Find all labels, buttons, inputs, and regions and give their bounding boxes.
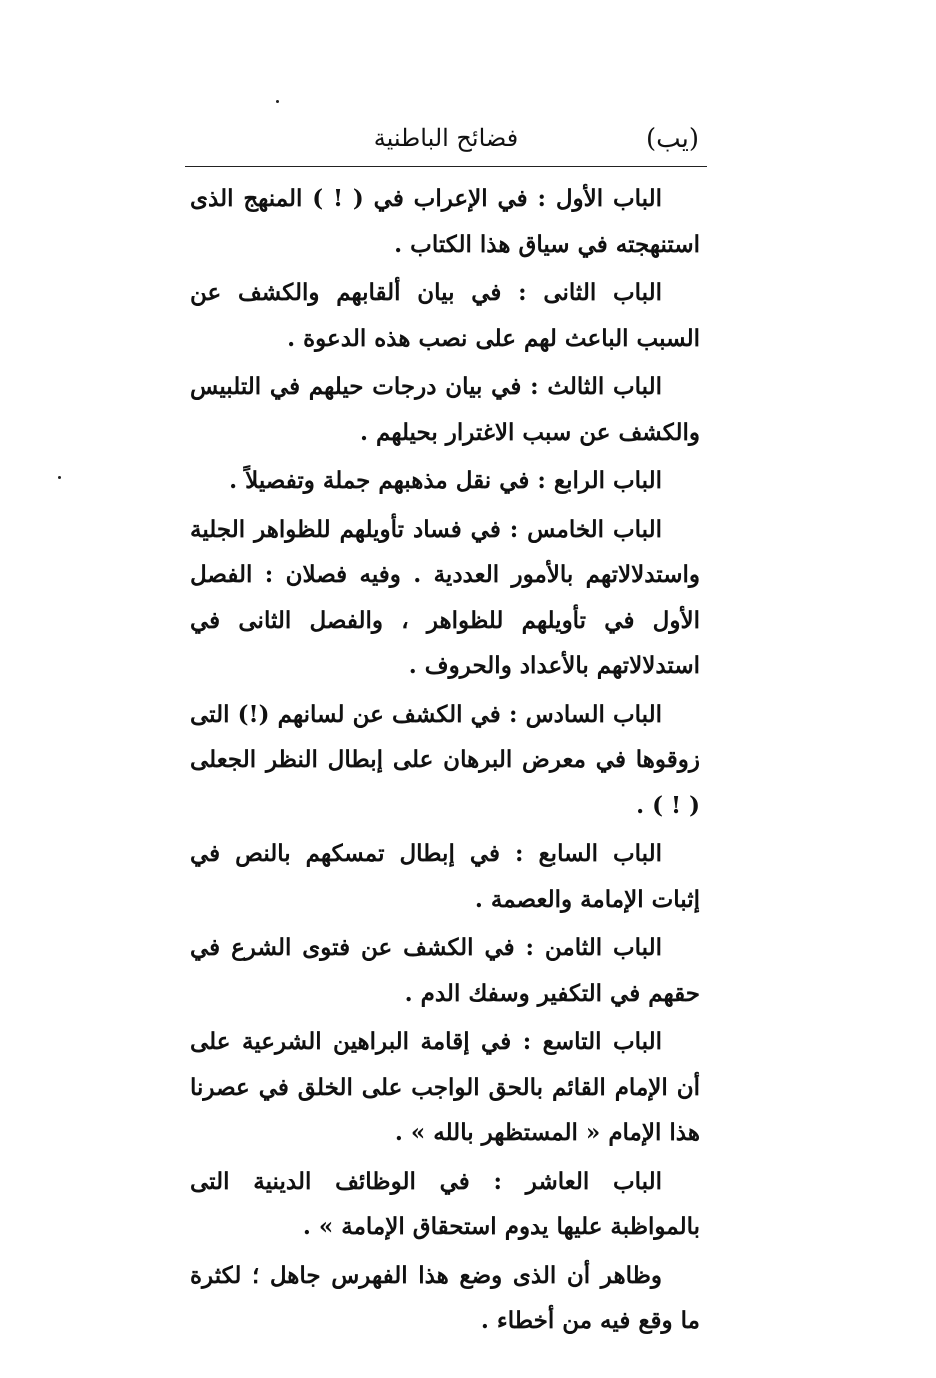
paragraph-chapter-4: الباب الرابع : في نقل مذهبهم جملة وتفصيلاً .	[229, 467, 662, 494]
paragraph-chapter-8: الباب الثامن : في الكشف عن فتوى الشرع في حقهم في التكفير وسفك الدم .	[190, 934, 700, 1007]
paragraph-chapter-1: الباب الأول : في الإعراب في ( ! ) المنهج الذى استنهجته في سياق هذا الكتاب .	[190, 185, 700, 258]
paragraph-chapter-6: الباب السادس : في الكشف عن لسانهم (!) التى زوقوها في معرض البرهان على إبطال النظر الجعلى ( ! ) .	[190, 700, 700, 819]
paragraph-chapter-10: الباب العاشر : في الوظائف الدينية التى بالمواظبة عليها يدوم استحقاق الإمامة » .	[190, 1167, 700, 1240]
paragraph-chapter-9: الباب التاسع : في إقامة البراهين الشرعية على أن الإمام القائم بالحق الواجب على الخلق في عصرنا هذا الإمام « المستظهر بالله » .	[190, 1028, 700, 1146]
margin-speck	[276, 100, 279, 103]
header-rule	[185, 166, 707, 167]
paragraph-chapter-2: الباب الثانى : في بيان ألقابهم والكشف عن السبب الباعث لهم على نصب هذه الدعوة .	[190, 279, 700, 352]
paragraph-chapter-5: الباب الخامس : في فساد تأويلهم للظواهر الجلية واستدلالاتهم بالأمور العددية . وفيه فصلان : الفصل الأول في تأويلهم للظواهر ، والفصل الثانى في استدلالاتهم بالأعداد والحروف .	[190, 515, 700, 679]
page-header	[185, 118, 707, 166]
paragraph-chapter-7: الباب السابع : في إبطال تمسكهم بالنص في إثبات الإمامة والعصمة .	[190, 840, 700, 913]
margin-speck	[58, 476, 61, 479]
running-title: فضائح الباطنية	[373, 124, 519, 152]
paragraph-chapter-3: الباب الثالث : في بيان درجات حيلهم في التلبيس والكشف عن سبب الاغترار بحيلهم .	[190, 373, 700, 446]
chapter-list	[190, 176, 700, 1347]
page-number: (يب)	[645, 124, 699, 154]
paragraph-note: وظاهر أن الذى وضع هذا الفهرس جاهل ؛ لكثرة ما وقع فيه من أخطاء .	[190, 1261, 700, 1334]
